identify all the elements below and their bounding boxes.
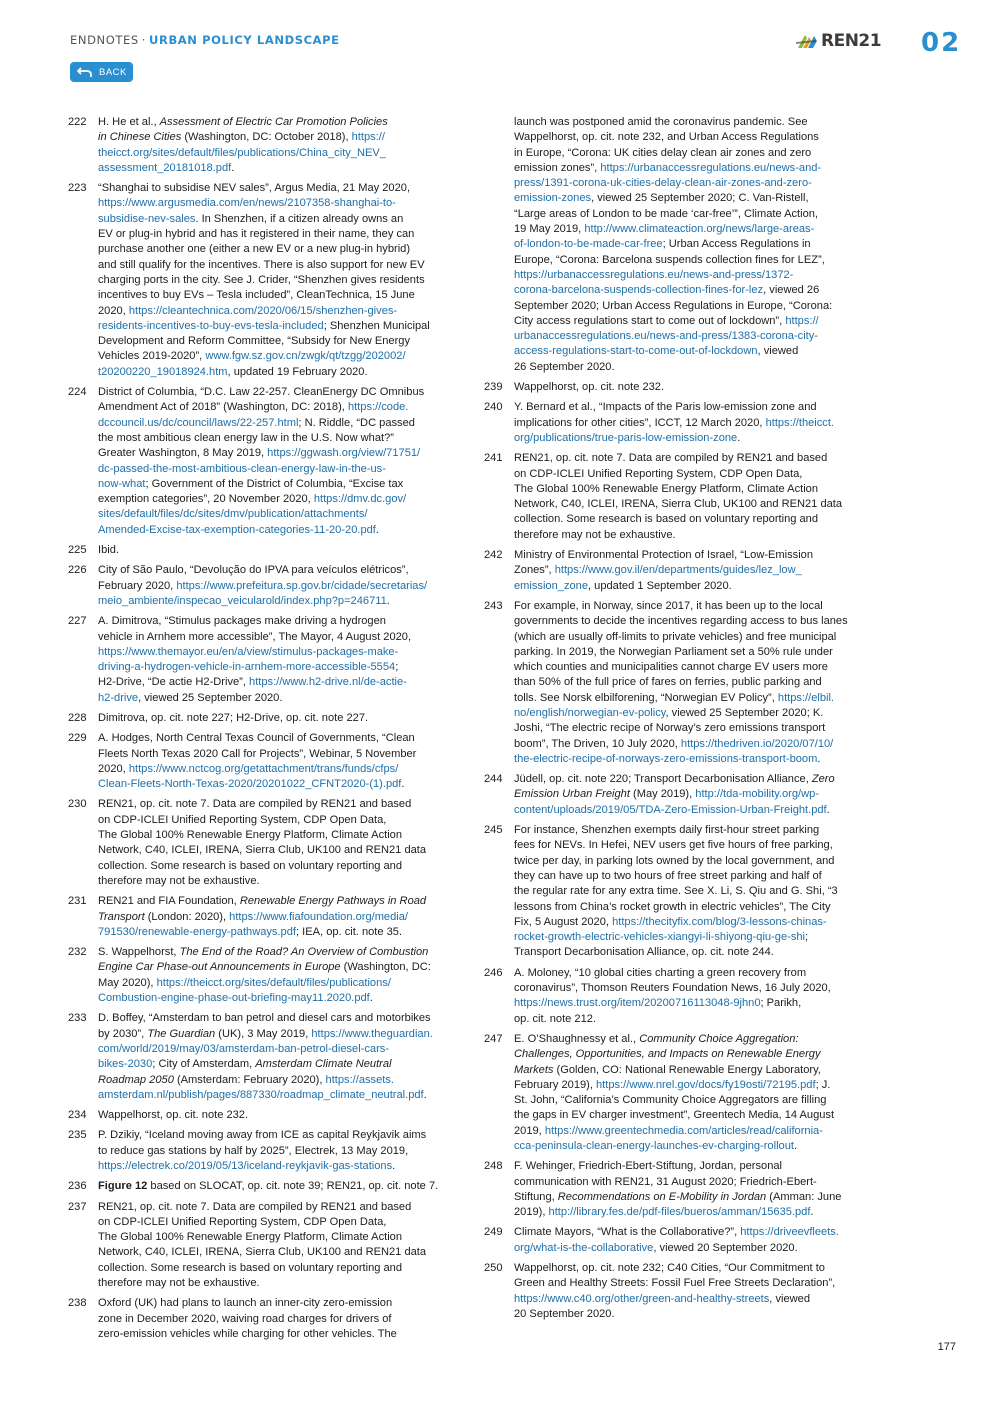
endnote-228 [68,711,460,726]
endnote-link[interactable]: https://www.nctcog.org/getattachment/trans/funds/cfps/ Clean-Fleets-North-Texas-2020/20201022_CFNT2020-(1).pdf [98,762,402,791]
endnote-text: Climate Mayors, “What is the Collaborative?”, [514,1226,741,1239]
endnote-text: S. Wappelhorst, [98,946,180,959]
endnote-text: REN21, op. cit. note 7. Data are compiled by REN21 and based on CDP-ICLEI Unified Reporting System, CDP Open Data, The Global 100% Renewable Energy Platform, Climate Action Network, C40, ICLEI, IRENA, Sierra Club, UK100 and REN21 data collection. Some research is based on voluntary reporting and therefore may not be exhaustive. [514,452,843,541]
endnote-body [98,181,460,380]
endnote-226 [68,563,460,609]
endnote-number: 247 [484,1032,503,1045]
endnote-text: Wappelhorst, op. cit. note 232. [98,1109,249,1122]
endnote-link[interactable]: https://code. dccouncil.us/dc/council/laws/22-257.html [98,401,409,429]
endnote-body [514,823,876,961]
endnote-text: Renewable Energy Pathways in Road Transport [98,895,427,923]
endnote-text: Wappelhorst, op. cit. note 232. [514,381,665,394]
endnote-number: 243 [484,599,503,612]
endnote-text: ; Urban Access Regulations in Europe, “Corona: Barcelona suspends collection fines for LEZ”, [514,238,825,266]
endnote-link[interactable]: https://www.fiafoundation.org/media/ 791530/renewable-energy-pathways.pdf [98,910,408,938]
endnote-text: . In Shenzhen, if a citizen already owns an EV or plug-in hybrid and has it registered in their name, they can purchase another one (either a new EV or a new plug-in hybrid) and still qualify for the incentives. There is also support for new EV charging ports in the city. See J. Crider, “Shenzhen gives residents incentives to buy EVs – Tesla included”, CleanTechnica, 15 June 2020, [98,212,425,317]
endnote-249 [484,1225,876,1256]
endnote-link[interactable]: https://www.themayor.eu/en/a/view/stimulus-packages-make- driving-a-hydrogen-vehicle-in-arnhem-more-accessible-5554 [98,645,399,674]
endnote-link[interactable]: http://www.climateaction.org/news/large-areas- of-london-to-be-made-car-free [514,223,815,251]
endnote-body [98,1179,460,1194]
endnote-text: , viewed 26 September 2020. [514,345,799,373]
breadcrumb-separator: · [141,33,147,47]
endnote-text: Wappelhorst, op. cit. note 232; C40 Cities, “Our Commitment to Green and Healthy Streets: Fossil Fuel Free Streets Declaration”, [514,1262,836,1290]
endnote-link[interactable]: https://dmv.dc.gov/ sites/default/files/dc/sites/dmv/publication/attachments/ Amended-Excise-tax-exemption-categories-11-20-20.pdf [98,493,407,536]
endnote-body [514,548,876,594]
endnote-number: 237 [68,1200,87,1213]
endnote-text: . [737,431,741,444]
endnote-text: ; N. Riddle, “DC passed the most ambitious clean energy law in the U.S. Now what?” Greater Washington, 8 May 2019, [98,416,415,460]
endnote-body [98,563,460,609]
endnote-body [98,1011,460,1103]
endnote-240 [484,400,876,446]
endnote-text: ; Parikh, op. cit. note 212. [514,997,802,1025]
endnote-text: . [375,523,379,536]
endnote-body [514,1032,876,1154]
endnote-text: E. O’Shaughnessy et al., [514,1032,640,1045]
endnote-text: , viewed 25 September 2020; C. Van-Ristell, “Large areas of London to be made ‘car-free’”, Climate Action, 19 May 2019, [514,192,819,236]
endnote-body [514,772,876,818]
endnote-number: 226 [68,564,87,577]
endnote-text: (Washington, DC: May 2020), [98,961,431,989]
breadcrumb [70,33,340,47]
endnote-number: 228 [68,711,87,724]
endnote-text: Figure 12 [98,1180,148,1193]
endnote-text: , updated 19 February 2020. [227,365,368,378]
endnote-242 [484,548,876,594]
endnote-225 [68,543,460,558]
chapter-number: 02 [921,28,962,58]
endnote-222 [68,115,460,176]
endnote-text: A. Dimitrova, “Stimulus packages make driving a hydrogen vehicle in Arnhem more accessible”, The Mayor, 4 August 2020, [98,615,412,643]
endnote-text: The Guardian [147,1027,216,1040]
endnote-text: D. Boffey, “Amsterdam to ban petrol and diesel cars and motorbikes by 2030”, [98,1012,431,1040]
endnote-250 [484,1261,876,1322]
endnote-text: ; Government of the District of Columbia, “Excise tax exemption categories”, 20 November 2020, [98,477,404,506]
endnote-text: City of São Paulo, “Devolução do IPVA para veículos elétricos”, February 2020, [98,564,409,592]
endnote-text: ; J. St. John, “California’s Community Choice Aggregators are filling the gaps in EV charger investment”, Greentech Media, 14 August 2019, [514,1078,835,1137]
endnote-number: 245 [484,824,503,837]
endnote-link[interactable]: https://www.nrel.gov/docs/fy19osti/72195.pdf [596,1078,816,1091]
endnote-text: based on SLOCAT, op. cit. note 39; REN21, op. cit. note 7. [147,1180,439,1193]
endnote-text: REN21, op. cit. note 7. Data are compiled by REN21 and based on CDP-ICLEI Unified Reporting System, CDP Open Data, The Global 100% Renewable Energy Platform, Climate Action Network, C40, ICLEI, IRENA, Sierra Club, UK100 and REN21 data collection. Some research is based on voluntary reporting and therefore may not be exhaustive. [98,1200,427,1290]
endnote-body [98,797,460,889]
endnote-link[interactable]: https://theicct. org/publications/true-paris-low-emission-zone [514,416,835,444]
endnote-234 [68,1108,460,1123]
endnote-text: . [392,1160,396,1172]
endnotes-right-column [484,115,876,1327]
endnote-number: 236 [68,1180,87,1193]
endnote-248 [484,1159,876,1220]
endnote-number: 242 [484,549,503,562]
endnote-text: . [386,594,390,607]
back-button[interactable] [70,62,133,82]
endnote-text: Ibid. [98,544,119,557]
endnote-text: Zero Emission Urban Freight [514,773,835,801]
endnote-235 [68,1128,460,1174]
endnote-number: 244 [484,773,503,786]
endnote-body [98,614,460,706]
endnote-text: . [231,161,235,174]
endnote-text: A. Moloney, “10 global cities charting a green recovery from coronavirus”, Thomson Reuters Foundation News, 16 July 2020, [514,966,831,995]
back-arrow-icon [77,67,93,78]
endnote-text: launch was postponed amid the coronavirus pandemic. See Wappelhorst, op. cit. note 232, and Urban Access Regulations in Europe, “Corona: UK cities delay clean air zones and zero emission zones”, [514,116,819,174]
endnote-link[interactable]: https://www.h2-drive.nl/de-actie- h2-drive [98,676,407,704]
endnote-text: (UK), 3 May 2019, [215,1027,312,1040]
endnote-body [514,1159,876,1220]
endnote-number: 240 [484,401,503,414]
ren21-logo[interactable] [796,31,881,51]
endnote-number: 222 [68,116,87,128]
endnote-link[interactable]: https://www.greentechmedia.com/articles/read/california- cca-peninsula-clean-energy-launches-ev-charging-rollout [514,1124,823,1152]
endnote-text: . [401,778,405,791]
endnote-text: REN21, op. cit. note 7. Data are compiled by REN21 and based on CDP-ICLEI Unified Reporting System, CDP Open Data, The Global 100% Renewable Energy Platform, Climate Action Network, C40, ICLEI, IRENA, Sierra Club, UK100 and REN21 data collection. Some research is based on voluntary reporting and therefore may not be exhaustive. [98,798,427,887]
endnote-text: . [817,752,821,765]
endnote-link[interactable]: www.fgw.sz.gov.cn/zwgk/qt/tzgg/202002/ t20200220_19018924.htm [98,350,406,378]
endnote-230 [68,797,460,889]
endnote-body [98,711,460,726]
endnote-number: 249 [484,1226,503,1239]
endnote-text: ; IEA, op. cit. note 35. [295,925,403,938]
endnote-text: Community Choice Aggregation: Challenges, Opportunities, and Impacts on Renewable Energy Markets [514,1032,821,1076]
endnote-223 [68,181,460,380]
endnote-link[interactable]: http://library.fes.de/pdf-files/bueros/amman/15635.pdf [548,1206,811,1219]
endnote-238 [68,1296,460,1342]
endnote-text: Y. Bernard et al., “Impacts of the Paris low-emission zone and implications for other cities”, ICCT, 12 March 2020, [514,401,817,429]
endnote-text: Oxford (UK) had plans to launch an inner-city zero-emission zone in December 2020, waiving road charges for drivers of zero-emission vehicles while charging for other vehicles. The [98,1297,397,1340]
endnote-243 [484,599,876,767]
endnote-link[interactable]: https://thecityfix.com/blog/3-lessons-chinas- rocket-growth-electric-vehicles-xiangyi-li-shiyong-qiu-ge-shi [514,915,827,944]
endnote-text: District of Columbia, “D.C. Law 22-257. CleanEnergy DC Omnibus Amendment Act of 2018” (Washington, DC: 2018), [98,386,425,414]
endnote-link[interactable]: http://tda-mobility.org/wp- content/uploads/2019/05/TDA-Zero-Emission-Urban-Freight.pdf [514,788,827,816]
endnote-text: , viewed 20 September 2020. [514,1292,810,1320]
endnote-body [98,115,460,176]
endnote-text: . [369,992,373,1005]
endnote-link[interactable]: https://www.argusmedia.com/en/news/2107358-shanghai-to- subsidise-nev-sales [98,197,396,225]
endnote-link[interactable]: https://www.gov.il/en/departments/guides/lez_low_ emission_zone [514,564,802,592]
endnote-link[interactable]: https://assets. amsterdam.nl/publish/pages/887330/roadmap_climate_neutral.pdf [98,1073,424,1101]
endnote-247 [484,1032,876,1154]
endnote-link[interactable]: https://electrek.co/2019/05/13/iceland-reykjavik-gas-stations [98,1160,393,1172]
endnote-link[interactable]: https://driveevfleets. org/what-is-the-collaborative [514,1226,839,1254]
endnote-number: 250 [484,1262,503,1275]
endnote-body [98,385,460,538]
page-number: 177 [937,1341,956,1353]
endnote-link[interactable]: https://news.trust.org/item/20200716113048-9jhn0 [514,997,761,1010]
endnote-text: , viewed 25 September 2020; K. Joshi, “The electric recipe of Norway’s zero emissions transport boom”, The Driven, 10 July 2020, [514,706,826,750]
endnote-text: ; Shenzhen Municipal Development and Reform Committee, “Subsidy for New Energy Vehicles 2019-2020”, [98,319,430,363]
endnote-link[interactable]: https://www.c40.org/other/green-and-healthy-streets [514,1292,770,1305]
endnote-text: . [793,1140,798,1152]
endnote-text: , updated 1 September 2020. [588,579,732,592]
endnote-number: 229 [68,732,87,745]
endnote-text: REN21 and FIA Foundation, [98,895,240,908]
endnote-link[interactable]: https://thedriven.io/2020/07/10/ the-electric-recipe-of-norways-zero-emissions-transport-boom [514,737,834,765]
endnote-text: , viewed 26 September 2020; Urban Access Regulations in Europe, “Corona: City access regulations start to come out of lockdown”, [514,284,833,327]
endnote-229 [68,731,460,792]
back-button-label: BACK [99,66,127,78]
endnote-238-continuation [484,115,876,375]
endnote-body [514,451,876,543]
endnote-224 [68,385,460,538]
endnote-237 [68,1200,460,1292]
endnote-number: 225 [68,544,87,557]
endnote-245 [484,823,876,961]
endnotes-left-column [68,115,460,1347]
endnote-body [98,543,460,558]
endnote-number: 227 [68,615,87,628]
endnote-text: ; Transport Decarbonisation Alliance, op. cit. note 244. [514,931,809,959]
endnote-text: (Amsterdam: February 2020), [173,1073,326,1086]
endnote-text: Assessment of Electric Car Promotion Policies in Chinese Cities [98,116,388,144]
endnote-number: 224 [68,386,87,399]
endnote-244 [484,772,876,818]
endnote-number: 232 [68,946,87,959]
endnote-number: 231 [68,895,87,908]
endnote-text: (London: 2020), [144,910,230,923]
endnote-231 [68,894,460,940]
endnote-link[interactable]: https://www.prefeitura.sp.gov.br/cidade/secretarias/ meio_ambiente/inspecao_veicularold/index.php?p=246711 [98,579,428,607]
endnote-link[interactable]: https:// urbanaccessregulations.eu/news-and-press/1383-corona-city- access-regulations-start-to-come-out-of-lockdown [514,314,819,358]
endnote-body [514,380,876,395]
endnote-body [514,400,876,446]
endnote-link[interactable]: https://ggwash.org/view/71751/ dc-passed-the-most-ambitious-clean-energy-law-in-the-us- now-what [98,447,421,490]
endnote-link[interactable]: https://cleantechnica.com/2020/06/15/shenzhen-gives- residents-incentives-to-buy-evs-tesla-included [98,304,398,332]
endnote-link[interactable]: https://elbil. no/english/norwegian-ev-policy [514,691,835,719]
endnote-body [98,945,460,1006]
endnote-text: For instance, Shenzhen exempts daily first-hour street parking fees for NEVs. In Hefei, NEV users get five hours of free parking, twice per day, in parking lots owned by the local government, and they can have up to two hours of free street parking and half of the regular rate for any extra time. See X. Li, S. Qiu and G. Shi, “3 lessons from China’s rocket growth in electric vehicles”, The City Fix, 5 August 2020, [514,824,838,928]
endnote-body [98,1128,460,1174]
endnote-232 [68,945,460,1006]
endnote-text: . [826,803,830,816]
endnote-number: 223 [68,182,87,195]
endnote-link[interactable]: https://theicct.org/sites/default/files/publications/ Combustion-engine-phase-out-briefing-may11.2020.pdf [98,976,391,1005]
endnote-number: 233 [68,1012,87,1025]
endnote-body [514,1261,876,1322]
endnote-body [514,966,876,1027]
endnote-text: Dimitrova, op. cit. note 227; H2-Drive, op. cit. note 227. [98,711,369,724]
endnote-text: (Washington, DC: October 2018), [181,131,352,144]
endnote-body [98,1108,460,1123]
endnote-236 [68,1179,460,1194]
endnote-number: 234 [68,1109,87,1122]
endnote-text: H. He et al., [98,116,160,128]
endnote-link[interactable]: https://www.theguardian. com/world/2019/may/03/amsterdam-ban-petrol-diesel-cars- bikes-2030 [98,1027,433,1071]
endnote-text: The End of the Road? An Overview of Combustion Engine Car Phase-out Announcements in Europe [98,946,429,974]
endnote-239 [484,380,876,395]
endnote-body [98,894,460,940]
endnote-text: , viewed 25 September 2020. [138,691,283,704]
endnote-text: , viewed 20 September 2020. [653,1241,798,1254]
endnote-text: P. Dzikiy, “Iceland moving away from ICE as capital Reykjavik aims to reduce gas stations by half by 2025”, Electrek, 13 May 2019, [98,1129,427,1157]
endnote-241 [484,451,876,543]
endnote-body [98,1296,460,1342]
endnote-227 [68,614,460,706]
endnote-number: 241 [484,452,503,465]
endnote-246 [484,966,876,1027]
endnote-body [514,599,876,767]
endnote-number: 246 [484,966,503,979]
endnote-233 [68,1011,460,1103]
endnote-link[interactable]: https://urbanaccessregulations.eu/news-and-press/1372- corona-barcelona-suspends-collection-fines-for-lez [514,268,794,297]
endnote-number: 235 [68,1129,87,1142]
endnote-text: F. Wehinger, Friedrich-Ebert-Stiftung, Jordan, personal communication with REN21, 31 August 2020; Friedrich-Ebert- Stiftung, [514,1160,817,1203]
endnote-text: Recommendations on E-Mobility in Jordan [557,1190,767,1203]
endnote-number: 248 [484,1160,503,1173]
endnote-link[interactable]: https://urbanaccessregulations.eu/news-and- press/1391-corona-uk-cities-delay-clean-air-zones-and-zero- emission-zones [514,161,822,205]
endnote-text: ; City of Amsterdam, [152,1058,256,1071]
ren21-logo-mark-icon [796,32,818,50]
endnote-number: 230 [68,798,87,811]
endnote-text: A. Hodges, North Central Texas Council of Governments, “Clean Fleets North Texas 2020 Call for Projects”, Webinar, 5 November 2020, [98,732,417,775]
endnote-text: “Shanghai to subsidise NEV sales”, Argus Media, 21 May 2020, [98,182,411,195]
endnote-text: ; H2-Drive, “De actie H2-Drive”, [98,661,399,689]
logo-wordmark: REN21 [821,31,882,51]
endnote-text: (May 2019), [629,788,696,801]
endnote-number: 239 [484,381,503,394]
endnote-body [98,731,460,792]
endnote-body [514,1225,876,1256]
breadcrumb-topic[interactable]: URBAN POLICY LANDSCAPE [149,33,340,47]
endnote-text: (Golden, CO: National Renewable Energy Laboratory, February 2019), [514,1063,821,1091]
endnote-text: Jüdell, op. cit. note 220; Transport Decarbonisation Alliance, [514,773,812,786]
endnote-body [98,1200,460,1292]
endnote-text: Amsterdam Climate Neutral Roadmap 2050 [98,1058,392,1086]
endnote-text: . [810,1206,814,1219]
endnote-text: Ministry of Environmental Protection of Israel, “Low-Emission Zones”, [514,549,814,577]
endnote-text: . [423,1088,427,1101]
endnote-link[interactable]: https:// theicct.org/sites/default/files/publications/China_city_NEV_ assessment_20181018.pdf [98,131,386,174]
endnote-text: (Amman: June 2019), [514,1190,842,1219]
endnote-number: 238 [68,1297,87,1310]
breadcrumb-section[interactable]: ENDNOTES [70,33,139,47]
endnote-text: For example, in Norway, since 2017, it has been up to the local governments to decide the incentives regarding access to bus lanes (which are usually off-limits to private vehicles) and free municipal parking. In 2019, the Norwegian Parliament set a 50% rule under which counties and municipalities cannot charge EV users more than 50% of the full price of fares on ferries, public parking and tolls. See Norsk elbilforening, “Norwegian EV Policy”, [514,599,848,704]
